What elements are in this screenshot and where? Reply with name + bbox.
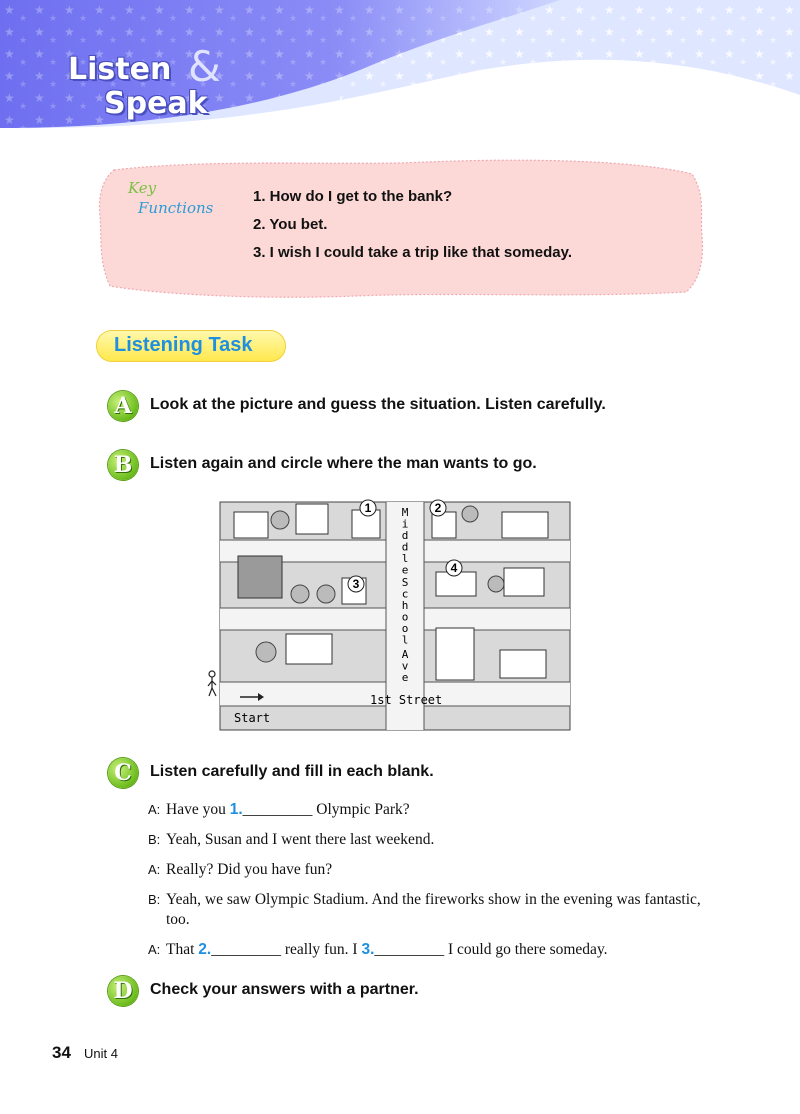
- avenue-letter: i: [401, 517, 409, 531]
- step-badge-b: [108, 450, 138, 480]
- avenue-letter: v: [401, 659, 409, 673]
- avenue-letter: l: [401, 633, 409, 647]
- avenue-letter: c: [401, 587, 409, 601]
- dialog-text: Yeah, Susan and I went there last weekend.: [166, 831, 435, 848]
- badge-letter: B: [113, 452, 133, 478]
- avenue-letter: e: [401, 563, 409, 577]
- listening-task-label: Listening Task: [114, 334, 253, 356]
- blank-number: 2.: [198, 941, 212, 958]
- step-instruction: Listen carefully and fill in each blank.: [150, 763, 434, 780]
- map-marker-4: [446, 560, 462, 576]
- blank-line[interactable]: _________: [374, 941, 445, 958]
- avenue-letter: M: [401, 506, 409, 519]
- speaker: B:: [148, 832, 161, 847]
- svg-text:3: 3: [352, 577, 360, 591]
- title-ampersand: &: [188, 42, 221, 91]
- avenue-letter: S: [401, 576, 409, 589]
- dialog-line: [148, 860, 718, 880]
- tree: [291, 585, 309, 603]
- dialog: [148, 800, 718, 970]
- badge-letter: D: [113, 978, 133, 1004]
- avenue-letter: o: [401, 622, 409, 635]
- building: [296, 504, 328, 534]
- speaker: B:: [148, 892, 161, 907]
- tree: [256, 642, 276, 662]
- svg-text:1: 1: [364, 501, 372, 515]
- blank-number: 1.: [229, 801, 243, 818]
- building: [502, 512, 548, 538]
- avenue-letter: d: [401, 529, 409, 542]
- map-marker-1: [360, 500, 376, 516]
- key-functions-label: [128, 178, 213, 218]
- dialog-text: Really? Did you have fun?: [166, 861, 333, 878]
- dialog-text: I could go there someday.: [444, 941, 608, 958]
- speaker: A:: [148, 862, 161, 877]
- avenue-letter: o: [401, 610, 409, 624]
- dialog-text: Yeah, we saw Olympic Stadium. And the fireworks show in the evening was fantastic, too.: [166, 891, 701, 928]
- building: [234, 512, 268, 538]
- tree: [488, 576, 504, 592]
- key-function-item: 1. How do I get to the bank?: [253, 188, 453, 205]
- tree: [462, 506, 478, 522]
- avenue-letter: l: [401, 552, 409, 565]
- dialog-text: Have you: [166, 801, 230, 818]
- building: [500, 650, 546, 678]
- title-listen: Listen: [68, 52, 172, 87]
- step-d: [108, 976, 748, 1006]
- dialog-line: [148, 890, 718, 930]
- dialog-text: really fun. I: [280, 941, 362, 958]
- key-function-item: 2. You bet.: [253, 216, 328, 233]
- dialog-line: [148, 800, 718, 820]
- building: [286, 634, 332, 664]
- building: [238, 556, 282, 598]
- dialog-line: [148, 940, 718, 960]
- step-badge-a: [108, 391, 138, 421]
- start-label: Start: [234, 711, 271, 725]
- building: [504, 568, 544, 596]
- svg-text:4: 4: [450, 561, 458, 575]
- dialog-line: [148, 830, 718, 850]
- speaker: A:: [148, 802, 161, 817]
- avenue-label: [402, 506, 409, 684]
- step-c: [108, 758, 748, 788]
- svg-text:2: 2: [434, 501, 442, 515]
- key-label-word2: Functions: [138, 199, 214, 217]
- unit-label: Unit 4: [84, 1046, 118, 1061]
- street-label: 1st Street: [370, 693, 443, 707]
- map-marker-3: [348, 576, 364, 592]
- building: [436, 628, 474, 680]
- dialog-text: That: [166, 941, 199, 958]
- page-number: 34: [52, 1043, 71, 1062]
- badge-letter: A: [114, 393, 132, 419]
- avenue-letter: d: [401, 540, 409, 554]
- step-instruction: Listen again and circle where the man wants to go.: [150, 455, 537, 472]
- speaker: A:: [148, 942, 161, 957]
- tree: [271, 511, 289, 529]
- street-map: [200, 498, 578, 734]
- man-figure: [208, 671, 216, 696]
- map-marker-2: [430, 500, 446, 516]
- step-instruction: Check your answers with a partner.: [150, 981, 419, 998]
- step-a: [108, 391, 748, 421]
- step-badge-c: [108, 758, 138, 788]
- listening-task-heading: [96, 330, 286, 362]
- badge-letter: C: [114, 760, 132, 786]
- header-banner: [0, 0, 800, 135]
- avenue-letter: h: [401, 599, 409, 612]
- title-speak: Speak: [104, 86, 208, 121]
- dialog-text: Olympic Park?: [312, 801, 410, 818]
- avenue-letter: A: [401, 648, 409, 661]
- blank-number: 3.: [361, 941, 375, 958]
- tree: [317, 585, 335, 603]
- step-instruction: Look at the picture and guess the situation. Listen carefully.: [150, 396, 606, 413]
- avenue-letter: e: [401, 671, 409, 684]
- key-label-word1: Key: [128, 179, 157, 197]
- key-functions-list: [253, 187, 572, 271]
- step-b: [108, 450, 748, 480]
- blank-line[interactable]: _________: [242, 801, 313, 818]
- key-function-item: 3. I wish I could take a trip like that someday.: [253, 244, 572, 261]
- blank-line[interactable]: _________: [211, 941, 281, 958]
- step-badge-d: [108, 976, 138, 1006]
